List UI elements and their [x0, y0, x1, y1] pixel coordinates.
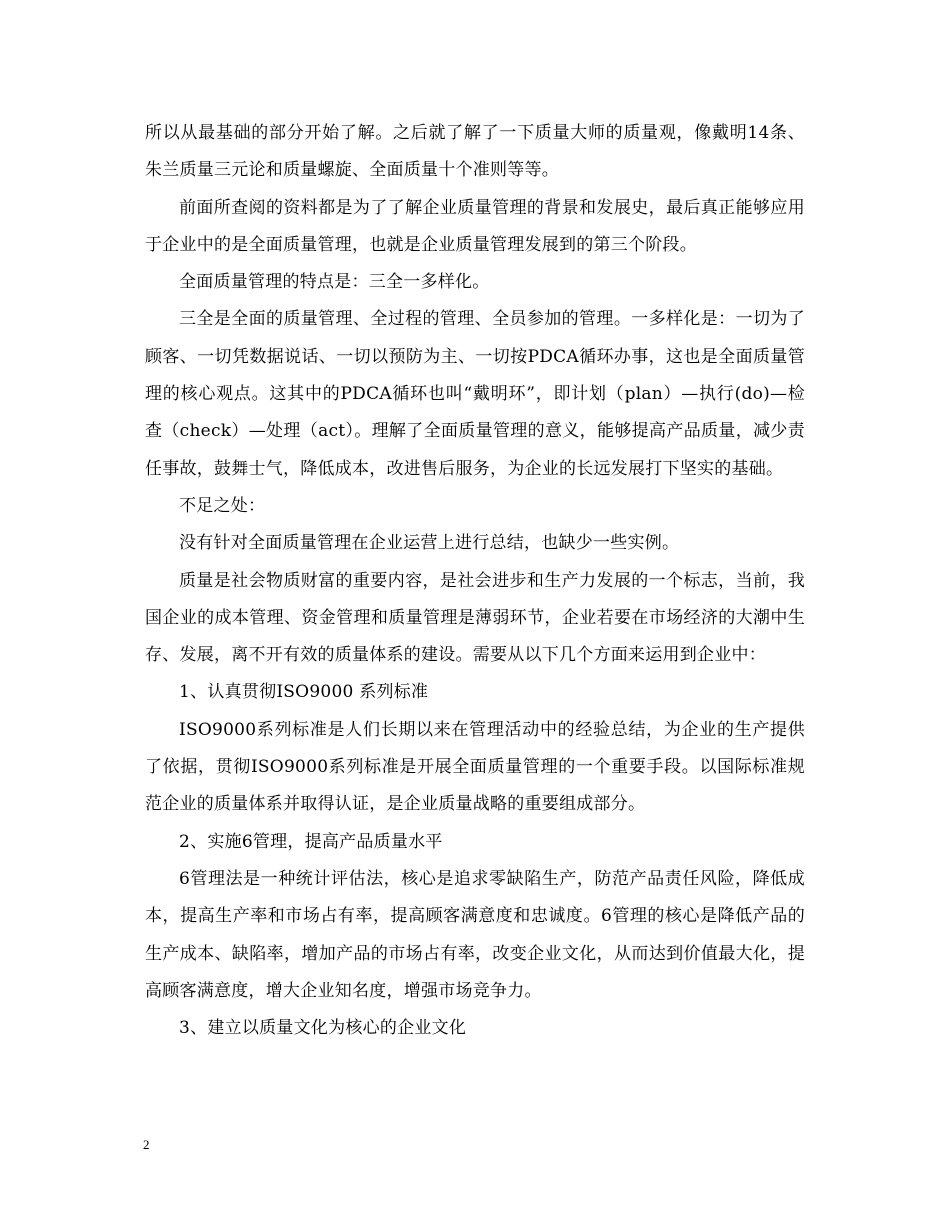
paragraph: ISO9000系列标准是人们长期以来在管理活动中的经验总结，为企业的生产提供了依据，贯彻ISO9000系列标准是开展全面质量管理的一个重要手段。以国际标准规范企业的质量体系并取得认证，是企业质量战略的重要组成部分。: [145, 719, 805, 815]
paragraph: 全面质量管理的特点是：三全一多样化。: [179, 272, 490, 293]
numbered-heading: 3、建立以质量文化为核心的企业文化: [179, 1018, 467, 1039]
numbered-heading: 2、实施6管理，提高产品质量水平: [179, 831, 443, 852]
paragraph: 三全是全面的质量管理、全过程的管理、全员参加的管理。一多样化是：一切为了顾客、一切凭数据说话、一切以预防为主、一切按PDCA循环办事，这也是全面质量管理的核心观点。这其中的PDCA循环也叫“戴明环”，即计划（plan）—执行(do)—检查（check）—处理（act）。理解了全面质量管理的意义，能够提高产品质量，减少责任事故，鼓舞士气，降低成本，改进售后服务，为企业的长远发展打下坚实的基础。: [145, 309, 805, 479]
numbered-heading: 1、认真贯彻ISO9000 系列标准: [179, 682, 429, 703]
paragraph: 质量是社会物质财富的重要内容，是社会进步和生产力发展的一个标志，当前，我国企业的成本管理、资金管理和质量管理是薄弱环节，企业若要在市场经济的大潮中生存、发展，离不开有效的质量体系的建设。需要从以下几个方面来运用到企业中：: [145, 570, 805, 666]
paragraph: 前面所查阅的资料都是为了了解企业质量管理的背景和发展史，最后真正能够应用于企业中的是全面质量管理，也就是企业质量管理发展到的第三个阶段。: [145, 197, 805, 255]
document-body: [145, 115, 805, 1047]
paragraph: 6管理法是一种统计评估法，核心是追求零缺陷生产，防范产品责任风险，降低成本，提高生产率和市场占有率，提高顾客满意度和忠诚度。6管理的核心是降低产品的生产成本、缺陷率，增加产品的市场占有率，改变企业文化，从而达到价值最大化，提高顾客满意度，增大企业知名度，增强市场竞争力。: [145, 868, 805, 1001]
paragraph: 所以从最基础的部分开始了解。之后就了解了一下质量大师的质量观，像戴明14条、朱兰质量三元论和质量螺旋、全面质量十个准则等等。: [145, 123, 805, 181]
paragraph: 没有针对全面质量管理在企业运营上进行总结，也缺少一些实例。: [179, 533, 680, 554]
page-number: 2: [143, 1137, 150, 1152]
section-heading: 不足之处：: [179, 495, 266, 516]
